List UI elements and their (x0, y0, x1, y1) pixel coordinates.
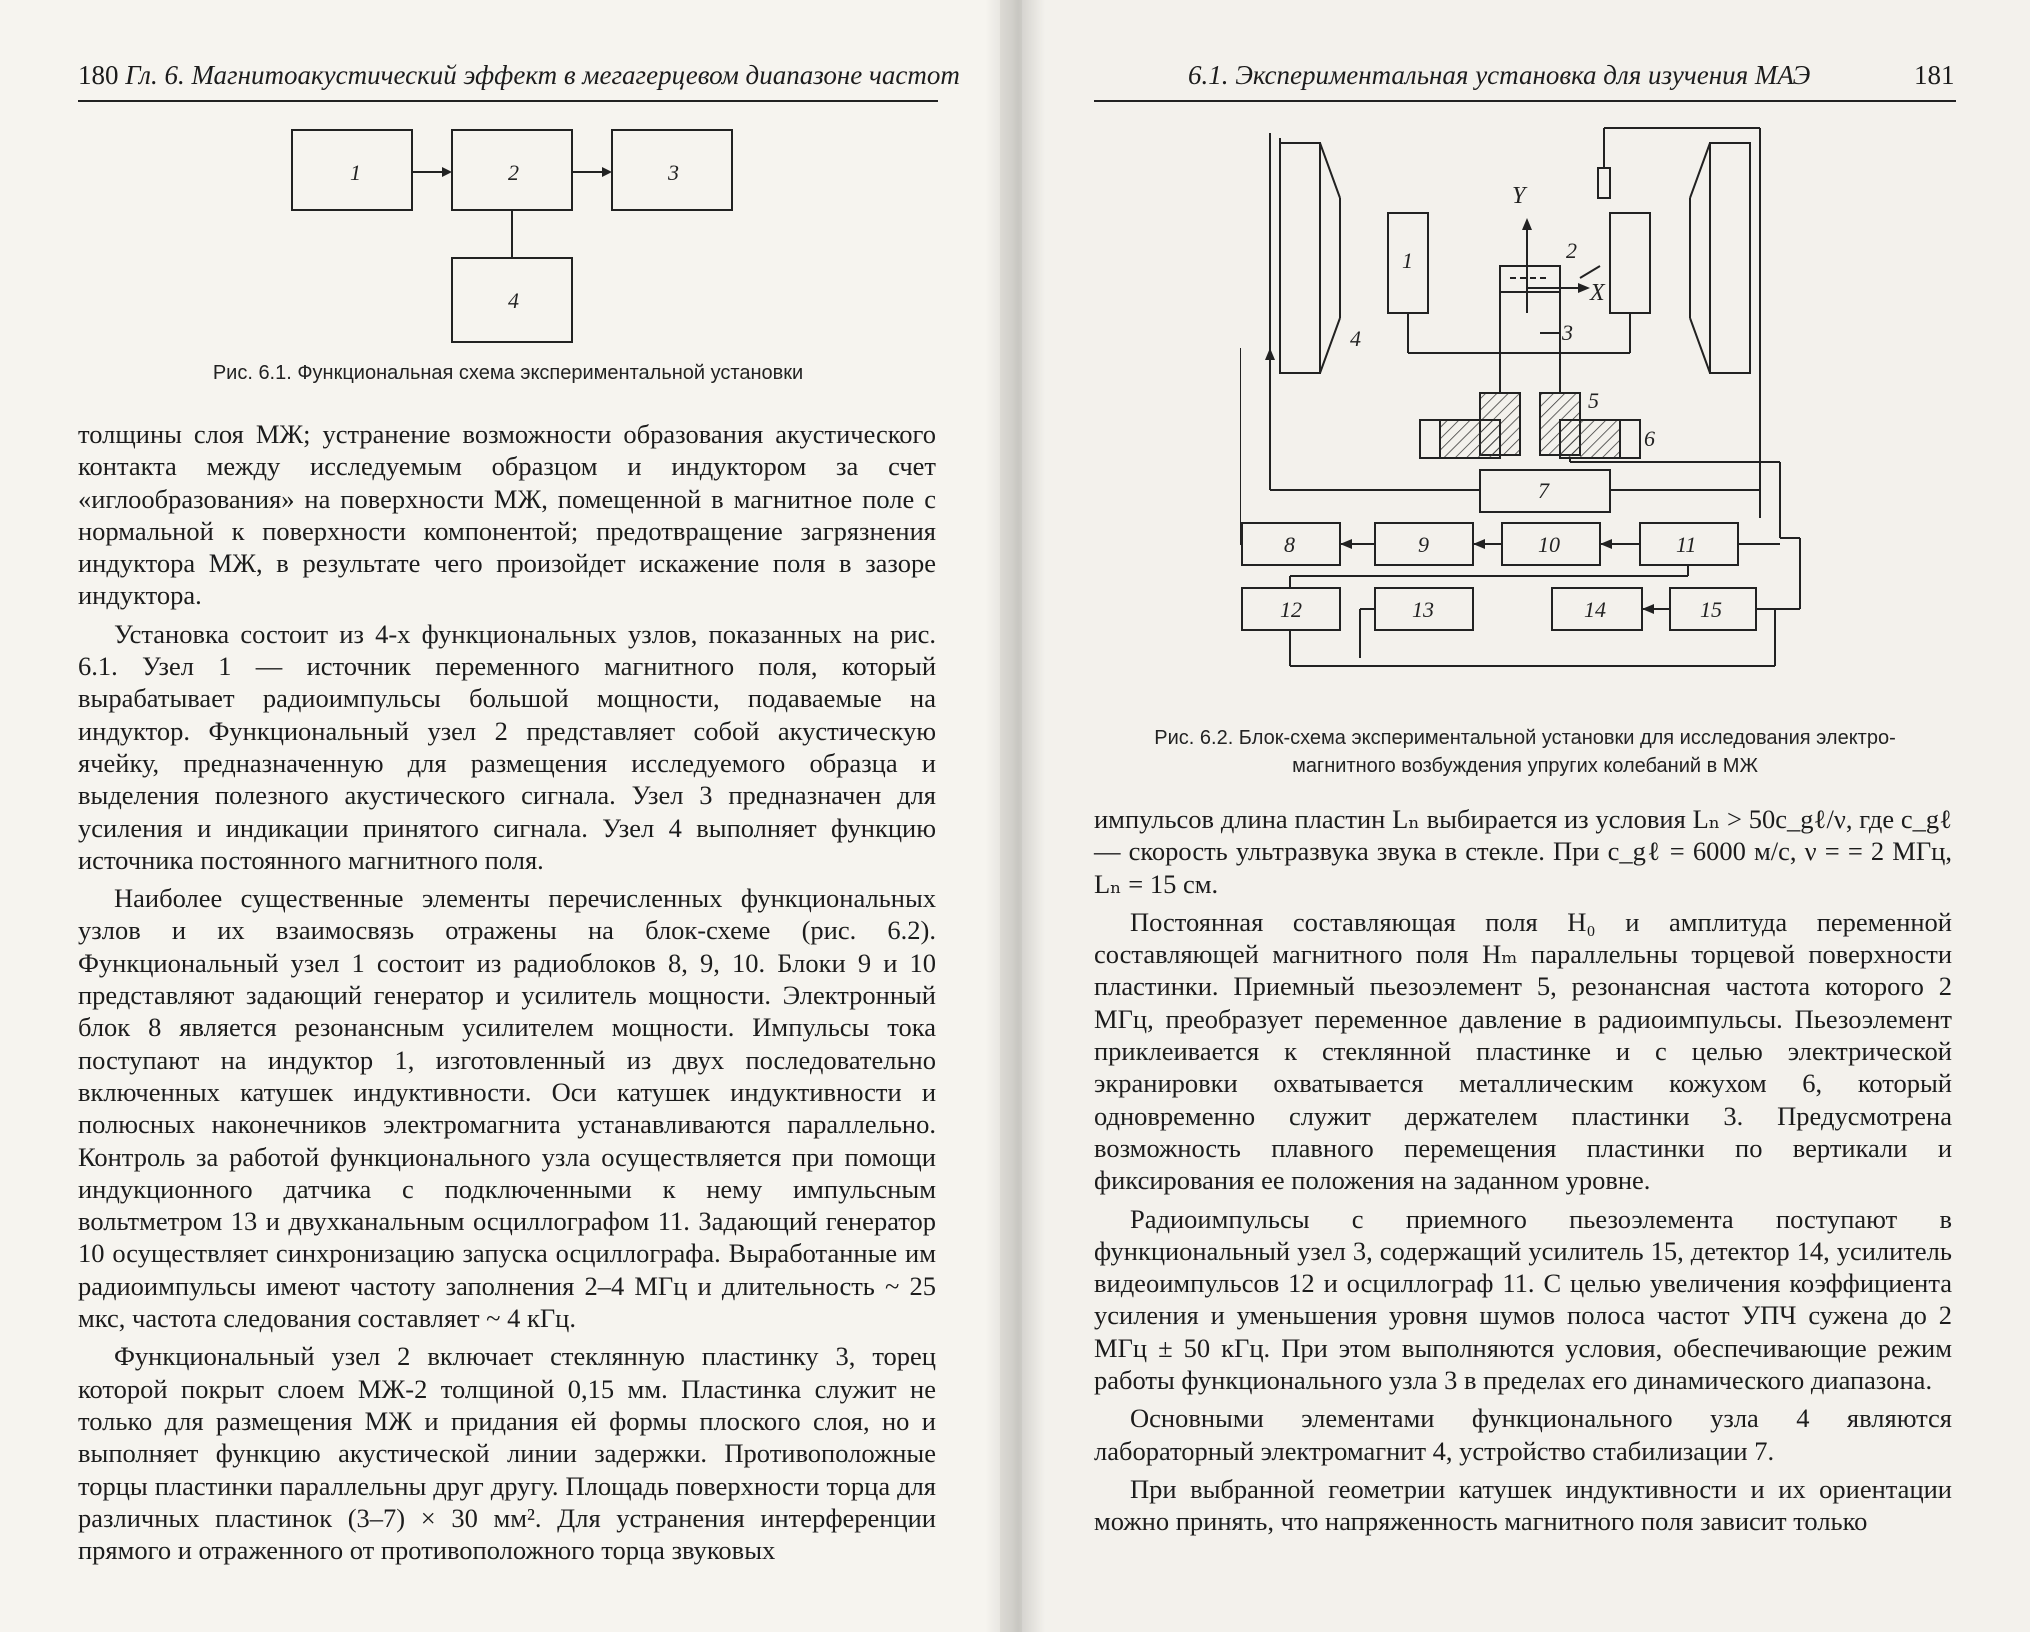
left-page-header (78, 60, 960, 91)
block-1-label: 1 (350, 160, 361, 185)
inductor-1-right (1610, 213, 1650, 313)
label-8: 8 (1284, 532, 1295, 557)
small-element (1598, 168, 1610, 198)
paragraph: Основными элементами функционального узла 4 являются лабораторный электромагнит 4, устройство стабилизации 7. (1094, 1403, 1952, 1466)
label-10: 10 (1538, 532, 1560, 557)
right-body-text (1094, 803, 1952, 1544)
paragraph: импульсов длина пластин Lₙ выбирается из условия Lₙ > 50c_gℓ/ν, где c_gℓ — скорость ультразвука звука в стекле. При c_gℓ = 6000 м/с, ν = = 2 МГц, Lₙ = 15 см. (1094, 804, 1952, 899)
figure-6-2-caption-line2: магнитного возбуждения упругих колебаний в МЖ (1292, 755, 1758, 777)
label-13: 13 (1412, 597, 1434, 622)
label-9: 9 (1418, 532, 1429, 557)
paragraph: Наиболее существенные элементы перечисленных функциональных узлов и их взаимосвязь отражены на блок-схеме (рис. 6.2). Функциональный узел 1 состоит из радиоблоков 8, 9, 10. Блоки 9 и 10 представляют задающий генератор и усилитель мощности. Электронный блок 8 является резонансным усилителем мощности. Импульсы тока поступают на индуктор 1, изготовленный из двух последовательно включенных катушек индуктивности. Оси катушек индуктивности и полюсных наконечников электромагнита устанавливаются параллельно. Контроль за работой функционального узла осуществляется при помощи индукционного датчика с подключенными к нему импульсным вольтметром 13 и двухканальным осциллографом 11. Задающий генератор 10 осуществляет синхронизацию запуска осциллографа. Выработанные им радиоимпульсы имеют частоту заполнения 2–4 МГц и длительность ~ 25 мкс, частота следования составляет ~ 4 кГц. (78, 883, 936, 1334)
paragraph: Установка состоит из 4-х функциональных узлов, показанных на рис. 6.1. Узел 1 — источник переменного магнитного поля, который вырабатывает радиоимпульсы большой мощности, подаваемые на индуктор. Функциональный узел 2 представляет собой акустическую ячейку, предназначенную для размещения исследуемого образца и выделения полезного акустического сигнала. Узел 3 предназначен для усиления и индикации принятого сигнала. Узел 4 выполняет функцию источника постоянного магнитного поля. (78, 618, 936, 875)
right-header-rule (1094, 100, 1956, 102)
block-2-label: 2 (508, 160, 519, 185)
book-gutter-shadow (985, 0, 1045, 1632)
label-1: 1 (1402, 248, 1413, 273)
label-y: Y (1512, 183, 1526, 209)
label-5: 5 (1588, 388, 1599, 413)
left-body-text (78, 418, 936, 1572)
label-15: 15 (1700, 597, 1722, 622)
right-page-header (1188, 60, 1810, 91)
label-7: 7 (1538, 478, 1549, 503)
label-3: 3 (1562, 320, 1573, 345)
left-header-rule (78, 100, 938, 102)
right-page-number: 181 (1914, 60, 1955, 90)
right-running-title: 6.1. Экспериментальная установка для изучения МАЭ (1188, 60, 1811, 90)
label-14: 14 (1584, 597, 1606, 622)
left-running-title: Гл. 6. Магнитоакустический эффект в мегагерцевом диапазоне частот (125, 60, 960, 90)
figure-6-2-caption-line1: Рис. 6.2. Блок-схема экспериментальной установки для исследования электро- (1154, 727, 1896, 749)
label-2: 2 (1566, 238, 1577, 263)
block-4-label: 4 (508, 288, 519, 313)
label-4: 4 (1350, 326, 1361, 351)
right-page-number-wrap (1914, 60, 1955, 91)
label-x: X (1590, 280, 1605, 306)
magnet-pole-right (1710, 143, 1750, 373)
paragraph: Радиоимпульсы с приемного пьезоэлемента поступают в функциональный узел 3, содержащий усилитель 15, детектор 14, усилитель видеоимпульсов 12 и осциллограф 11. С целью увеличения коэффициента усиления и уменьшения уровня шумов полоса частот УПЧ сужена до 2 МГц ± 50 кГц. При этом выполняются условия, обеспечивающие режим работы функционального узла 3 в пределах его динамического диапазона. (1094, 1203, 1952, 1396)
paragraph: Функциональный узел 2 включает стеклянную пластинку 3, торец которой покрыт слоем МЖ-2 толщиной 0,15 мм. Пластинка служит не только для размещения МЖ и придания ей формы плоского слоя, но и выполняет функцию акустической линии задержки. Противоположные торцы пластинки параллельны друг другу. Площадь поверхности торца для различных пластинок (3–7) × 30 мм². Для устранения интерференции прямого и отраженного от противоположного торца звуковых (78, 1341, 936, 1566)
paragraph: толщины слоя МЖ; устранение возможности образования акустического контакта между исследуемым образцом и индуктором за счет «иглообразования» на поверхности МЖ, помещенной в магнитное поле с нормальной к поверхности компонентой; предотвращение загрязнения индуктора МЖ, в результате чего произойдет искажение поля в зазоре индуктора. (78, 419, 936, 611)
figure-6-2-caption (1094, 724, 1956, 780)
magnet-pole-left (1280, 143, 1320, 373)
paragraph: При выбранной геометрии катушек индуктивности и их ориентации можно принять, что напряженность магнитного поля зависит только (1094, 1473, 1952, 1537)
label-6: 6 (1644, 426, 1655, 451)
right-page (1022, 0, 2030, 1632)
label-11: 11 (1676, 532, 1697, 557)
figure-6-1-block-diagram (280, 120, 740, 360)
left-page (0, 0, 1000, 1632)
label-12: 12 (1280, 597, 1302, 622)
paragraph: Постоянная составляющая поля H₀ и амплитуда переменной составляющей магнитного поля Hₘ параллельны торцевой поверхности пластинки. Приемный пьезоэлемент 5, резонансная частота которого 2 МГц, преобразует переменное давление в радиоимпульсы. Пьезоэлемент приклеивается к стеклянной пластинке и с целью электрической экранировки охватывается металлическим кожухом 6, который одновременно служит держателем пластинки 3. Предусмотрена возможность плавного перемещения пластинки по вертикали и фиксирования ее положения на заданном уровне. (1094, 906, 1952, 1196)
figure-6-1-caption: Рис. 6.1. Функциональная схема экспериментальной установки (212, 362, 804, 384)
figure-6-2-block-diagram (1240, 118, 1840, 678)
block-3-label: 3 (668, 160, 679, 185)
left-page-number: 180 (78, 60, 119, 90)
